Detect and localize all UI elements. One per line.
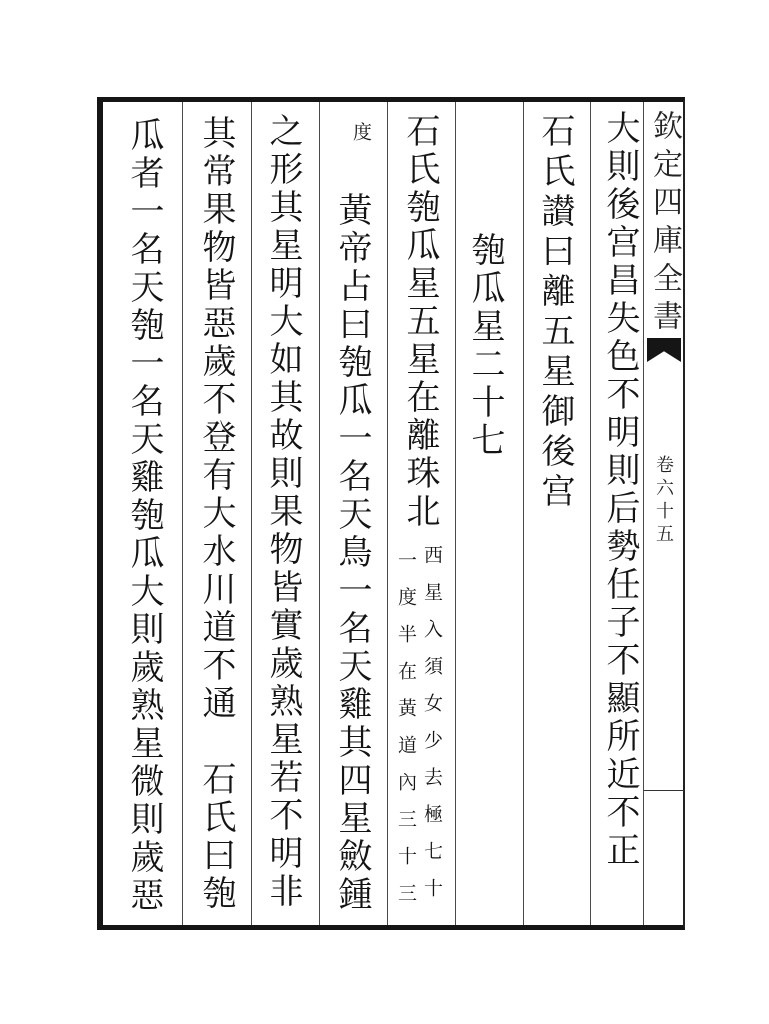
column-rule (251, 102, 252, 925)
banner-volume: 卷六十五 (653, 455, 674, 547)
column-rule (387, 102, 388, 925)
annotation-right: 西星入須女少去極七十 (421, 545, 443, 915)
text-column-4: 石氏匏瓜星五星在離珠北 (400, 113, 440, 531)
annotation-left: 一度半在黃道內三十三 (395, 550, 417, 920)
text-column-7: 其常果物皆惡歲不登有大水川道不通 石氏曰匏 (196, 115, 236, 913)
text-column-5: 黃帝占曰匏瓜一名天鳥一名天雞其四星斂鍾 (332, 192, 372, 914)
section-heading: 匏瓜星二十七 (465, 232, 505, 460)
banner-tick (644, 790, 684, 791)
page-frame (97, 97, 685, 930)
text-column-8: 瓜者一名天匏一名天雞匏瓜大則歲熟星微則歲惡 (124, 117, 164, 915)
column-rule (182, 102, 183, 925)
text-column-6: 之形其星明大如其故則果物皆實歲熟星若不明非 (263, 113, 303, 911)
banner-title: 欽定四庫全書 (647, 110, 682, 338)
annotation-continuation: 度 (350, 122, 372, 159)
column-rule (523, 102, 524, 925)
column-rule (590, 102, 591, 925)
text-column-2: 石氏讃曰離五星御後宫 (535, 113, 575, 513)
text-column-1: 大則後宫昌失色不明則后勢任子不顯所近不正 (600, 110, 640, 870)
column-rule (455, 102, 456, 925)
banner-rule (643, 102, 644, 925)
column-rule (319, 102, 320, 925)
